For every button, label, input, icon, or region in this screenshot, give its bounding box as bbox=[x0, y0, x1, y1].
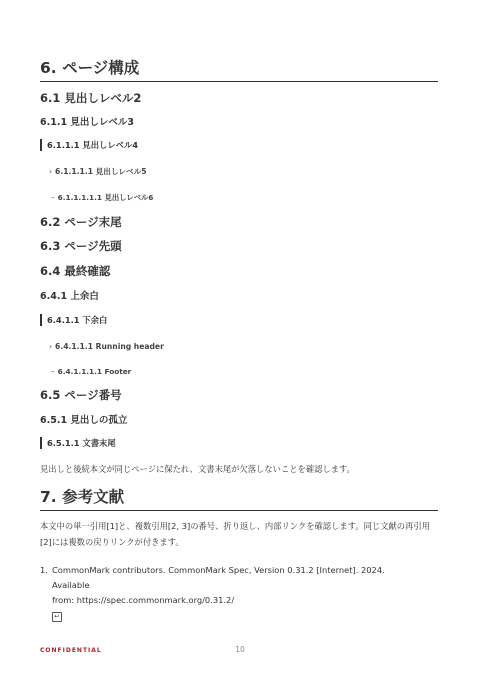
heading-6-5-1: 6.5.1 見出しの孤立 bbox=[40, 415, 128, 426]
heading-6-3: 6.3 ページ先頭 bbox=[40, 239, 122, 253]
heading-6-1: 6.1 見出しレベル2 bbox=[40, 91, 142, 105]
references-intro-paragraph bbox=[40, 518, 440, 550]
backlink-return-icon[interactable]: ↩ bbox=[52, 612, 62, 622]
heading-6-4-1-1-1 bbox=[49, 341, 164, 352]
heading-text: 6.4.1.1.1 Running header bbox=[55, 342, 164, 351]
body-paragraph: 見出しと後続本文が同じページに保たれ、文書末尾が欠落しないことを確認します。 bbox=[40, 464, 355, 474]
heading-6-4-1: 6.4.1 上余白 bbox=[40, 291, 99, 302]
heading-6-1-1-1-1 bbox=[49, 166, 147, 177]
confidential-label: CONFIDENTIAL bbox=[40, 647, 102, 654]
heading-6-5-1-1: 6.5.1.1 文書末尾 bbox=[40, 437, 116, 449]
section-6-heading: 6. ページ構成 bbox=[40, 58, 438, 82]
heading-6-1-1-1-1-1 bbox=[51, 192, 153, 203]
dash-icon: – bbox=[51, 367, 55, 376]
heading-6-1-1-1: 6.1.1.1 見出しレベル4 bbox=[40, 139, 138, 151]
heading-6-4: 6.4 最終確認 bbox=[40, 264, 111, 278]
page-number: 10 bbox=[235, 645, 245, 654]
section-7-heading: 7. 参考文献 bbox=[40, 487, 438, 511]
heading-6-5: 6.5 ページ番号 bbox=[40, 388, 122, 402]
heading-6-4-1-1-1-1 bbox=[51, 366, 131, 377]
chevron-right-icon: › bbox=[49, 167, 53, 176]
reference-number: 1. bbox=[40, 565, 48, 575]
heading-6-2: 6.2 ページ末尾 bbox=[40, 215, 122, 229]
heading-text: 6.1.1.1.1.1 見出しレベル6 bbox=[57, 193, 154, 202]
heading-text: 6.1.1.1.1 見出しレベル5 bbox=[55, 167, 147, 176]
paragraph-line: [2]には複数の戻りリンクが付きます。 bbox=[40, 537, 184, 547]
heading-6-1-1: 6.1.1 見出しレベル3 bbox=[40, 117, 134, 128]
heading-6-4-1-1: 6.4.1.1 下余白 bbox=[40, 314, 107, 326]
chevron-right-icon: › bbox=[49, 342, 53, 351]
dash-icon: – bbox=[51, 193, 55, 202]
reference-item bbox=[40, 563, 422, 623]
reference-text-line[interactable]: from: https://spec.commonmark.org/0.31.2/ bbox=[52, 595, 235, 605]
reference-text-line: CommonMark contributors. CommonMark Spec, Version 0.31.2 [Internet]. 2024. Available bbox=[52, 565, 385, 590]
heading-text: 6.4.1.1.1.1 Footer bbox=[57, 367, 132, 376]
paragraph-line: 本文中の単一引用[1]と、複数引用[2, 3]の番号、折り返し、内部リンクを確認します。同じ文献の再引用 bbox=[40, 521, 430, 531]
